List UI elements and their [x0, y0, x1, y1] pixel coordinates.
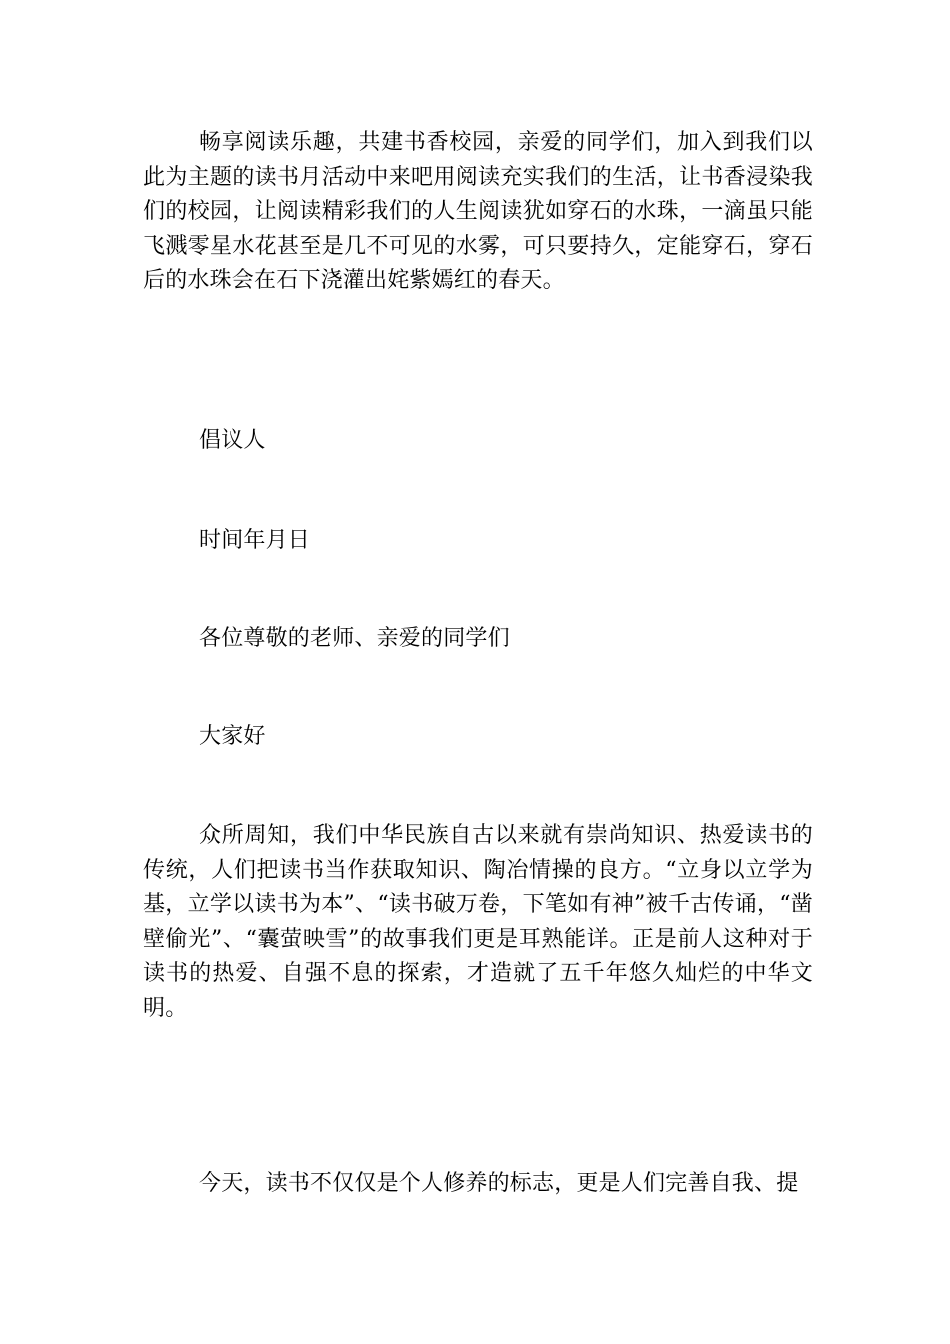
paragraph-today: 今天，读书不仅仅是个人修养的标志，更是人们完善自我、提 — [199, 1171, 799, 1196]
paragraph-greeting: 大家好 — [199, 724, 266, 749]
paragraph-initiator: 倡议人 — [199, 428, 266, 453]
paragraph-tradition: 众所周知，我们中华民族自古以来就有崇尚知识、热爱读书的传统，人们把读书当作获取知识、陶冶情操的良方。“立身以立学为基，立学以读书为本”、“读书破万卷，下笔如有神”被千古传诵，“凿壁偷光”、“囊萤映雪”的故事我们更是耳熟能详。正是前人这种对于读书的热爱、自强不息的探索，才造就了五千年悠久灿烂的中华文明。 — [143, 823, 813, 1021]
paragraph-salutation: 各位尊敬的老师、亲爱的同学们 — [199, 626, 510, 651]
paragraph-date: 时间年月日 — [199, 528, 311, 553]
paragraph-reading-month-appeal: 畅享阅读乐趣，共建书香校园，亲爱的同学们，加入到我们以此为主题的读书月活动中来吧用阅读充实我们的生活，让书香浸染我们的校园，让阅读精彩我们的人生阅读犹如穿石的水珠，一滴虽只能飞溅零星水花甚至是几不可见的水雾，可只要持久，定能穿石，穿石后的水珠会在石下浇灌出姹紫嫣红的春天。 — [143, 130, 813, 293]
